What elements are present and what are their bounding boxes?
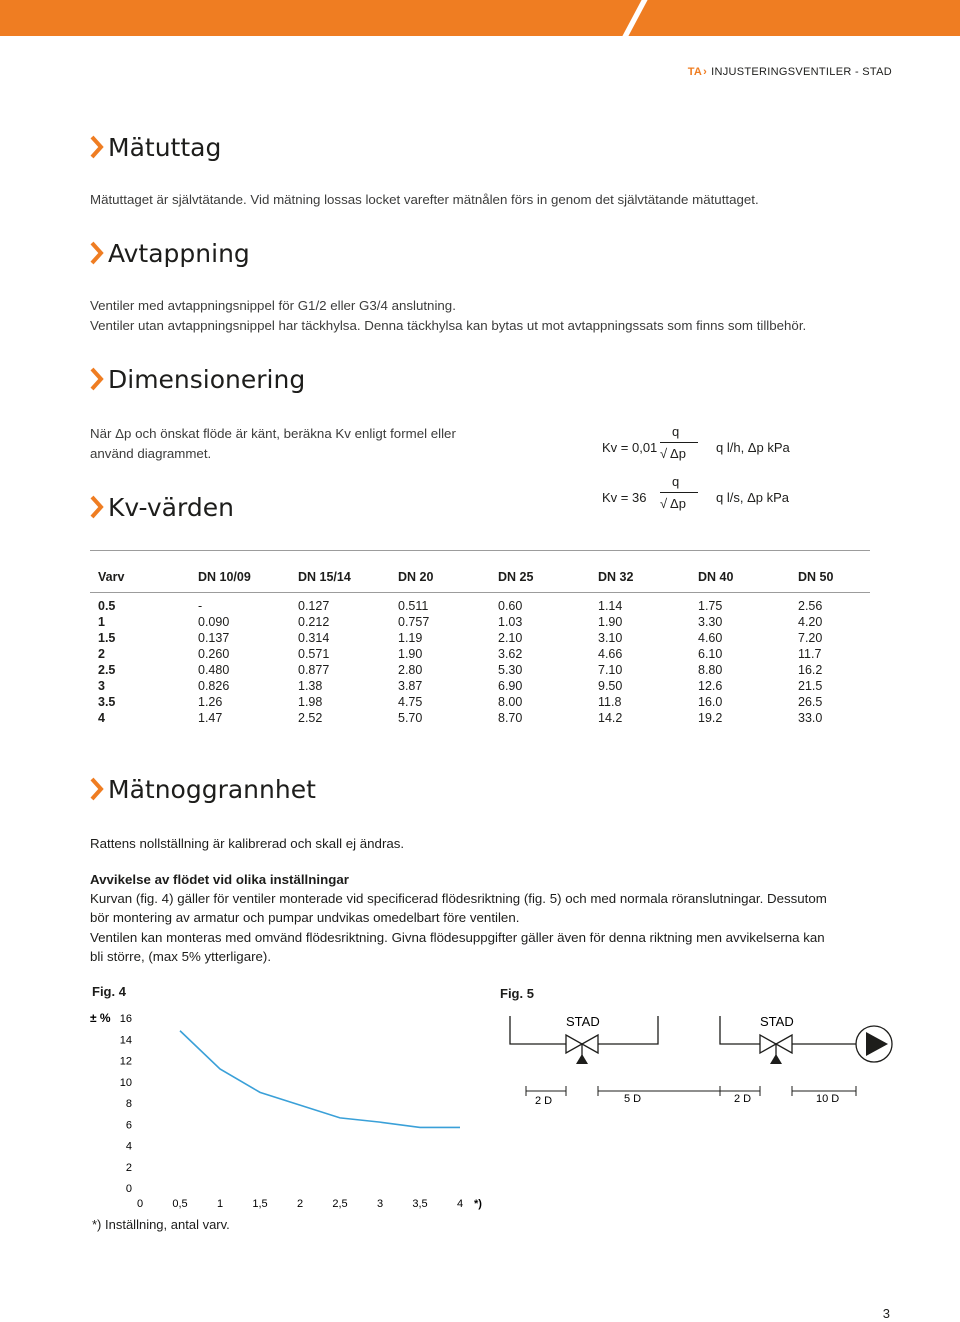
table-cell: 2.10 <box>498 631 523 645</box>
table-cell: 5.70 <box>398 711 423 725</box>
table-cell: 21.5 <box>798 679 823 693</box>
table-cell: 0.090 <box>198 615 230 629</box>
fig4-label: Fig. 4 <box>92 984 126 999</box>
chevron-right-icon <box>90 495 104 519</box>
column-header: DN 32 <box>598 570 634 584</box>
valve-label-2: STAD <box>760 1014 794 1029</box>
y-tick-label: 10 <box>119 1076 132 1089</box>
table-cell: 0.314 <box>298 631 330 645</box>
table-cell: 0.757 <box>398 615 430 629</box>
table-cell: 1.75 <box>698 599 723 613</box>
table-cell: 0.480 <box>198 663 230 677</box>
table-cell: 1.90 <box>598 615 623 629</box>
column-header: DN 25 <box>498 570 534 584</box>
table-cell: 33.0 <box>798 711 823 725</box>
heading-kvvarden <box>90 490 234 524</box>
deviation-subheading: Avvikelse av flödet vid olika inställningar <box>90 872 349 887</box>
matuttag-text: Mätuttaget är självtätande. Vid mätning lossas locket varefter mätnålen förs in genom det självtätande mätuttaget. <box>90 192 759 207</box>
table-cell: 1.47 <box>198 711 223 725</box>
table-cell: 0.260 <box>198 647 230 661</box>
table-cell: 0.127 <box>298 599 330 613</box>
table-cell: 2.80 <box>398 663 423 677</box>
table-row <box>90 599 870 615</box>
matnoggrannhet-text: Rattens nollställning är kalibrerad och skall ej ändras. <box>90 836 405 851</box>
table-cell: 4.66 <box>598 647 623 661</box>
table-row <box>90 631 870 647</box>
fraction-bar <box>660 492 698 493</box>
table-cell: 1.26 <box>198 695 223 709</box>
y-tick-label: 16 <box>119 1013 132 1025</box>
dim-label: 5 D <box>624 1093 642 1105</box>
y-tick-label: 8 <box>125 1098 132 1110</box>
table-cell: 1.98 <box>298 695 323 709</box>
top-orange-bar <box>0 0 960 36</box>
fig5-label: Fig. 5 <box>500 986 534 1001</box>
table-top-rule <box>90 550 870 551</box>
formula-row <box>596 426 856 466</box>
y-tick-label: 12 <box>119 1055 132 1068</box>
formula-denominator: √ Δp <box>660 446 686 461</box>
table-cell: 3.30 <box>698 615 723 629</box>
heading-matnoggrannhet <box>90 772 316 806</box>
table-cell: 16.0 <box>698 695 723 709</box>
formula-denominator: √ Δp <box>660 496 686 511</box>
table-cell: 4.20 <box>798 615 823 629</box>
table-cell: 11.8 <box>598 695 622 709</box>
table-cell: 0.60 <box>498 599 523 613</box>
chevron-right-icon <box>90 367 104 391</box>
table-cell: 1.03 <box>498 615 523 629</box>
table-cell: 0.5 <box>98 599 116 613</box>
fig5-diagram <box>500 1010 900 1120</box>
kv-formulas <box>596 418 856 518</box>
table-cell: 12.6 <box>698 679 723 693</box>
dim-label: 2 D <box>734 1093 752 1105</box>
heading-text: Dimensionering <box>108 364 306 394</box>
y-tick-label: 2 <box>125 1161 132 1174</box>
chevron-right-icon <box>90 777 104 801</box>
table-cell: 8.70 <box>498 711 523 725</box>
table-cell: 16.2 <box>798 663 823 677</box>
table-cell: 0.137 <box>198 631 230 645</box>
table-cell: 9.50 <box>598 679 623 693</box>
formula-numerator: q <box>672 474 680 489</box>
dim-label: 10 D <box>816 1093 840 1105</box>
x-tick-label: 3,5 <box>412 1198 428 1210</box>
table-cell: 26.5 <box>798 695 823 709</box>
brand-label: TA <box>687 66 703 78</box>
x-tick-label: 0 <box>136 1198 144 1210</box>
dimensionering-line-1: När Δp och önskat flöde är känt, beräkna Kv enligt formel eller <box>90 426 456 441</box>
chevron-right-icon <box>90 135 104 159</box>
heading-text: Avtappning <box>108 238 250 268</box>
table-cell: 1.38 <box>298 679 323 693</box>
y-tick-label: 6 <box>125 1119 132 1132</box>
heading-avtappning <box>90 236 250 270</box>
x-tick-label: 2 <box>296 1198 304 1210</box>
valve-label-1: STAD <box>566 1014 600 1029</box>
chevron-right-icon <box>90 241 104 265</box>
y-tick-label: 0 <box>125 1183 132 1195</box>
table-header-rule <box>90 592 870 593</box>
valve-symbol-2 <box>760 1035 792 1064</box>
table-cell: 4.60 <box>698 631 723 645</box>
table-cell: 0.571 <box>298 647 330 661</box>
formula-row <box>596 476 856 516</box>
table-row <box>90 647 870 663</box>
table-cell: 2 <box>98 647 105 661</box>
table-cell: 3.87 <box>398 679 423 693</box>
column-header: DN 20 <box>398 570 434 584</box>
y-tick-label: 14 <box>119 1034 132 1047</box>
table-cell: 19.2 <box>698 711 723 725</box>
deviation-p2-line-1: Ventilen kan monteras med omvänd flödesriktning. Givna flödesuppgifter gäller även för denna riktning men avvikelserna kan <box>90 930 825 945</box>
formula-numerator: q <box>672 424 680 439</box>
table-cell: 4 <box>98 711 105 725</box>
heading-text: Kv-värden <box>108 492 234 522</box>
table-cell: 8.80 <box>698 663 723 677</box>
table-cell: 7.20 <box>798 631 823 645</box>
table-row <box>90 711 870 727</box>
column-header: Varv <box>98 570 125 584</box>
avtappning-line-1: Ventiler med avtappningsnippel för G1/2 eller G3/4 anslutning. <box>90 298 456 313</box>
dim-label: 2 D <box>535 1095 553 1107</box>
x-tick-label: 1 <box>216 1198 224 1210</box>
fig4-chart <box>90 1008 490 1218</box>
heading-text: Mätnoggrannhet <box>108 774 316 804</box>
formula-unit: q l/h, Δp kPa <box>716 440 790 455</box>
table-cell: 3.62 <box>498 647 523 661</box>
table-cell: - <box>198 599 203 613</box>
dimension-lines <box>526 1086 856 1096</box>
x-tick-label: 1,5 <box>252 1198 268 1210</box>
table-cell: 6.10 <box>698 647 723 661</box>
table-cell: 1.14 <box>598 599 623 613</box>
table-cell: 2.5 <box>98 663 116 677</box>
column-header: DN 40 <box>698 570 734 584</box>
table-cell: 7.10 <box>598 663 623 677</box>
table-cell: 11.7 <box>798 647 822 661</box>
header-chevron: › <box>703 66 708 78</box>
y-tick-label: 4 <box>125 1140 132 1153</box>
x-tick-label: 3 <box>376 1198 384 1210</box>
table-cell: 0.826 <box>198 679 230 693</box>
table-cell: 3.10 <box>598 631 623 645</box>
heading-text: Mätuttag <box>108 132 222 162</box>
table-cell: 0.212 <box>298 615 330 629</box>
table-cell: 5.30 <box>498 663 523 677</box>
table-row <box>90 615 870 631</box>
table-cell: 1 <box>98 615 105 629</box>
deviation-curve <box>180 1031 460 1128</box>
table-cell: 3.5 <box>98 695 116 709</box>
heading-matuttag <box>90 130 221 164</box>
table-cell: 14.2 <box>598 711 623 725</box>
table-row <box>90 695 870 711</box>
y-axis-label: ± % <box>90 1011 111 1025</box>
dimensionering-line-2: använd diagrammet. <box>90 446 212 461</box>
table-cell: 6.90 <box>498 679 523 693</box>
column-header: DN 50 <box>798 570 834 584</box>
deviation-chart-svg <box>90 1008 490 1218</box>
pump-icon <box>856 1026 892 1062</box>
header-title: INJUSTERINGSVENTILER - STAD <box>711 66 892 78</box>
x-tick-label: 2,5 <box>332 1198 348 1210</box>
x-tick-label: 4 <box>456 1198 464 1210</box>
table-cell: 3 <box>98 679 105 693</box>
chart-footnote: *) Inställning, antal varv. <box>92 1217 230 1232</box>
table-row <box>90 679 870 695</box>
table-row <box>90 663 870 679</box>
installation-diagram-svg <box>500 1010 900 1120</box>
table-cell: 0.877 <box>298 663 330 677</box>
page-number: 3 <box>882 1306 890 1321</box>
deviation-p1-line-2: bör montering av armatur och pumpar undvikas omedelbart före ventilen. <box>90 910 520 925</box>
table-cell: 4.75 <box>398 695 423 709</box>
x-tick-label: 0,5 <box>172 1198 188 1210</box>
avtappning-line-2: Ventiler utan avtappningsnippel har täckhylsa. Denna täckhylsa kan bytas ut mot avtappningssats som finns som tillbehör. <box>90 318 807 333</box>
table-cell: 1.19 <box>398 631 423 645</box>
formula-lhs: Kv = 36 <box>602 490 647 505</box>
table-cell: 2.56 <box>798 599 823 613</box>
top-bar-divider <box>622 0 647 36</box>
column-header: DN 10/09 <box>198 570 251 584</box>
valve-symbol-1 <box>566 1035 598 1064</box>
table-cell: 8.00 <box>498 695 523 709</box>
deviation-p1-line-1: Kurvan (fig. 4) gäller för ventiler monterade vid specificerad flödesriktning (fig. 5) och med normala röranslutningar. Dessutom <box>90 891 827 906</box>
fraction-bar <box>660 442 698 443</box>
table-cell: 2.52 <box>298 711 323 725</box>
formula-unit: q l/s, Δp kPa <box>716 490 789 505</box>
table-cell: 1.5 <box>98 631 116 645</box>
heading-dimensionering <box>90 362 305 396</box>
table-cell: 1.90 <box>398 647 423 661</box>
column-header: DN 15/14 <box>298 570 351 584</box>
x-axis-label: *) <box>474 1198 482 1210</box>
table-cell: 0.511 <box>398 599 429 613</box>
deviation-p2-line-2: bli större, (max 5% ytterligare). <box>90 949 272 964</box>
running-header <box>688 66 892 78</box>
formula-lhs: Kv = 0,01 <box>602 440 658 455</box>
